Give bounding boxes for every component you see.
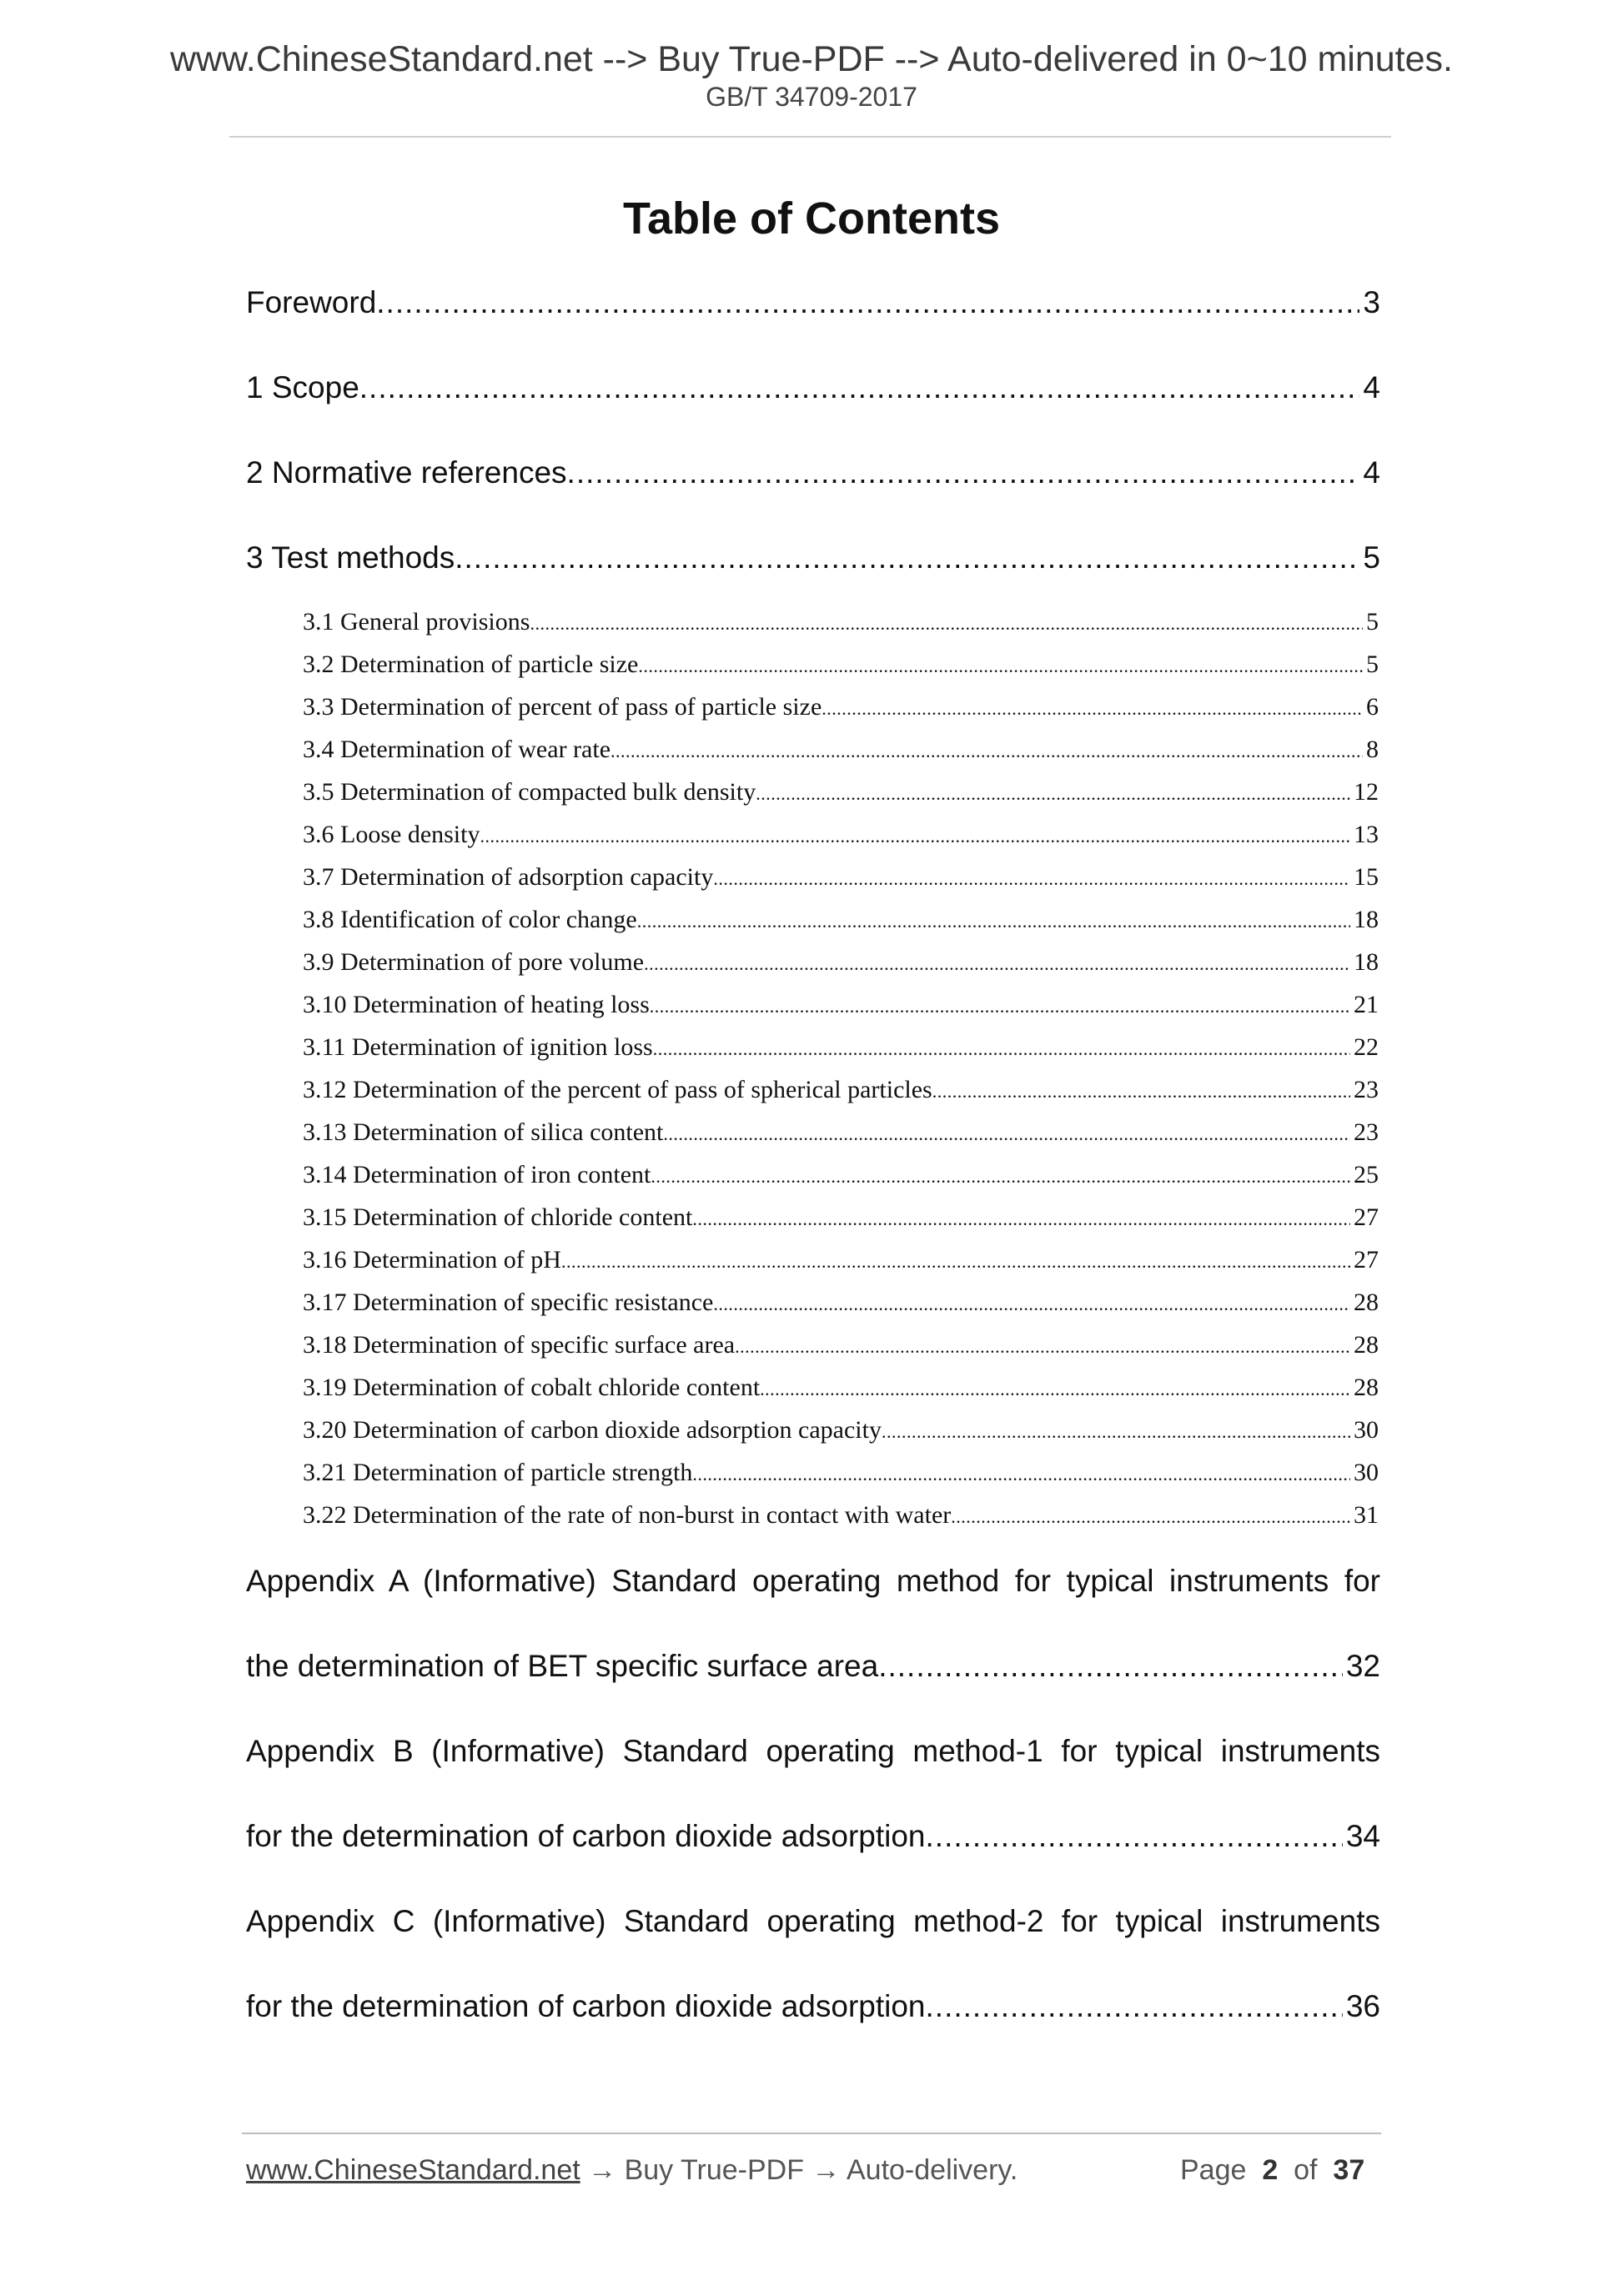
toc-subentry-page: 18	[1354, 906, 1379, 933]
appendix-c-entry[interactable]	[246, 1988, 1380, 2025]
toc-subentry[interactable]	[303, 735, 1379, 765]
toc-subentry-title: 3.7 Determination of adsorption capacity	[303, 863, 714, 891]
toc-subentry-title: 3.18 Determination of specific surface area	[303, 1331, 736, 1359]
toc-subentry-page: 15	[1354, 863, 1379, 891]
dot-leader	[760, 1379, 1350, 1400]
toc-entry-title: for the determination of carbon dioxide adsorption	[246, 1819, 926, 1853]
toc-subentry[interactable]	[303, 777, 1379, 807]
toc-subentry-title: 3.13 Determination of silica content	[303, 1118, 664, 1146]
dot-leader	[653, 1038, 1350, 1060]
toc-subentry-title: 3.6 Loose density	[303, 821, 480, 848]
header-divider	[229, 136, 1391, 138]
dot-leader	[644, 953, 1350, 975]
appendix-c-heading[interactable]: Appendix C (Informative) Standard operating method-2 for typical instruments	[246, 1904, 1380, 1938]
toc-subentry-title: 3.1 General provisions	[303, 608, 530, 636]
toc-subentry-page: 25	[1354, 1161, 1379, 1188]
toc-subentry[interactable]	[303, 1075, 1379, 1105]
dot-leader	[951, 1506, 1350, 1528]
dot-leader	[637, 911, 1350, 932]
toc-subentry[interactable]	[303, 1032, 1379, 1063]
toc-subentry-title: 3.8 Identification of color change	[303, 906, 637, 933]
toc-subentry[interactable]	[303, 607, 1379, 637]
appendix-a-entry[interactable]	[246, 1648, 1380, 1685]
dot-leader	[455, 540, 1359, 576]
toc-subentry-title: 3.12 Determination of the percent of pass of spherical particles	[303, 1076, 932, 1103]
dot-leader	[480, 826, 1350, 847]
dot-leader	[530, 613, 1363, 635]
toc-subentry[interactable]	[303, 692, 1379, 722]
toc-subentry-page: 12	[1354, 778, 1379, 806]
toc-subentry-title: 3.20 Determination of carbon dioxide adsorption capacity	[303, 1416, 882, 1444]
toc-entry-page: 4	[1363, 455, 1380, 490]
dot-leader	[611, 741, 1363, 762]
toc-subentry[interactable]	[303, 1330, 1379, 1360]
toc-entry-title: Foreword	[246, 285, 377, 319]
toc-subentry-page: 28	[1354, 1289, 1379, 1316]
dot-leader	[638, 656, 1363, 677]
dot-leader	[561, 1251, 1350, 1273]
dot-leader	[878, 1648, 1343, 1685]
toc-entry-title: 2 Normative references	[246, 455, 567, 490]
toc-subentry[interactable]	[303, 990, 1379, 1020]
toc-subentry-page: 6	[1366, 693, 1379, 721]
toc-subentry-page: 8	[1366, 736, 1379, 763]
toc-entry-normative-references[interactable]	[246, 455, 1380, 491]
toc-subentry-page: 18	[1354, 948, 1379, 976]
toc-subentry-page: 21	[1354, 991, 1379, 1018]
appendix-a-heading[interactable]: Appendix A (Informative) Standard operating method for typical instruments for	[246, 1564, 1380, 1598]
dot-leader	[756, 783, 1350, 805]
page-label: Page	[1180, 2154, 1247, 2186]
toc-subentry-page: 30	[1354, 1416, 1379, 1444]
dot-leader	[651, 1166, 1350, 1188]
toc-entry-foreword[interactable]	[246, 284, 1380, 321]
toc-subentry-title: 3.3 Determination of percent of pass of particle size	[303, 693, 822, 721]
dot-leader	[567, 455, 1360, 491]
toc-subentry-title: 3.21 Determination of particle strength	[303, 1459, 693, 1486]
toc-subentry-page: 13	[1354, 821, 1379, 848]
dot-leader	[359, 369, 1360, 406]
toc-subentry[interactable]	[303, 1415, 1379, 1445]
toc-entry-title: 1 Scope	[246, 370, 359, 404]
dot-leader	[663, 1123, 1350, 1145]
toc-subentry[interactable]	[303, 1288, 1379, 1318]
toc-subentry[interactable]	[303, 947, 1379, 977]
toc-subentry-title: 3.2 Determination of particle size	[303, 651, 639, 678]
toc-subentry-page: 5	[1366, 651, 1379, 678]
footer-site-link[interactable]: www.ChineseStandard.net	[246, 2154, 580, 2186]
dot-leader	[932, 1081, 1350, 1103]
dot-leader	[926, 1818, 1343, 1855]
toc-subentry-title: 3.15 Determination of chloride content	[303, 1203, 693, 1231]
footer-promo	[246, 2153, 1018, 2188]
toc-entry-title: the determination of BET specific surface area	[246, 1649, 879, 1683]
total-pages: 37	[1333, 2154, 1365, 2186]
toc-subentry-page: 27	[1354, 1246, 1379, 1274]
toc-entry-title: for the determination of carbon dioxide adsorption	[246, 1989, 926, 2023]
toc-subentry[interactable]	[303, 650, 1379, 680]
dot-leader	[692, 1208, 1350, 1230]
toc-subentry[interactable]	[303, 820, 1379, 850]
toc-entry-page: 36	[1345, 1989, 1380, 2023]
toc-subentry-title: 3.5 Determination of compacted bulk density	[303, 778, 756, 806]
standard-code: GB/T 34709-2017	[706, 82, 917, 112]
header-banner: www.ChineseStandard.net --> Buy True-PDF --> Auto-delivered in 0~10 minutes.	[169, 39, 1453, 79]
toc-subentry-title: 3.11 Determination of ignition loss	[303, 1033, 653, 1061]
toc-subentry[interactable]	[303, 1203, 1379, 1233]
dot-leader	[822, 698, 1363, 720]
toc-subentry-page: 22	[1354, 1033, 1379, 1061]
toc-subentry-title: 3.10 Determination of heating loss	[303, 991, 650, 1018]
toc-subentry[interactable]	[303, 905, 1379, 935]
toc-entry-page: 3	[1363, 285, 1380, 319]
toc-subentry[interactable]	[303, 1458, 1379, 1488]
toc-subentry[interactable]	[303, 1118, 1379, 1148]
toc-subentry[interactable]	[303, 862, 1379, 892]
dot-leader	[926, 1988, 1343, 2025]
toc-entry-title: 3 Test methods	[246, 540, 455, 575]
page-number: 2	[1262, 2154, 1279, 2186]
toc-subentry-title: 3.9 Determination of pore volume	[303, 948, 645, 976]
of-label: of	[1294, 2154, 1318, 2186]
dot-leader	[735, 1336, 1350, 1358]
appendix-b-heading[interactable]: Appendix B (Informative) Standard operating method-1 for typical instruments	[246, 1734, 1380, 1768]
footer-divider	[242, 2133, 1381, 2134]
toc-entry-page: 34	[1345, 1819, 1380, 1853]
dot-leader	[650, 996, 1350, 1017]
toc-subentry[interactable]	[303, 1500, 1379, 1530]
toc-subentry[interactable]	[303, 1245, 1379, 1275]
footer-promo-text: → Buy True-PDF → Auto-delivery.	[580, 2154, 1018, 2186]
toc-subentry-page: 30	[1354, 1459, 1379, 1486]
dot-leader	[882, 1421, 1350, 1443]
dot-leader	[713, 868, 1350, 890]
toc-entry-page: 32	[1345, 1649, 1380, 1683]
toc-subentry-title: 3.16 Determination of pH	[303, 1246, 561, 1274]
toc-subentry-page: 23	[1354, 1076, 1379, 1103]
dot-leader	[713, 1294, 1350, 1315]
toc-subentry-page: 23	[1354, 1118, 1379, 1146]
toc-entry-page: 5	[1363, 540, 1380, 575]
appendix-b-entry[interactable]	[246, 1818, 1380, 1855]
dot-leader	[692, 1464, 1350, 1485]
footer-page-indicator	[1180, 2153, 1364, 2188]
toc-subentry-title: 3.4 Determination of wear rate	[303, 736, 611, 763]
toc-subentry-title: 3.22 Determination of the rate of non-burst in contact with water	[303, 1501, 952, 1529]
toc-subentry-page: 31	[1354, 1501, 1379, 1529]
toc-subentry[interactable]	[303, 1160, 1379, 1190]
toc-subentry-title: 3.19 Determination of cobalt chloride content	[303, 1374, 761, 1401]
toc-subentry-page: 28	[1354, 1331, 1379, 1359]
toc-subentry-page: 28	[1354, 1374, 1379, 1401]
page-title: Table of Contents	[623, 193, 1000, 244]
toc-entry-page: 4	[1363, 370, 1380, 404]
toc-subentry-title: 3.17 Determination of specific resistance	[303, 1289, 714, 1316]
toc-subentry-title: 3.14 Determination of iron content	[303, 1161, 651, 1188]
toc-subentry-page: 5	[1366, 608, 1379, 636]
dot-leader	[376, 284, 1359, 321]
toc-entry-test-methods[interactable]	[246, 540, 1380, 576]
toc-entry-scope[interactable]	[246, 369, 1380, 406]
toc-subentry-page: 27	[1354, 1203, 1379, 1231]
toc-subentry[interactable]	[303, 1373, 1379, 1403]
